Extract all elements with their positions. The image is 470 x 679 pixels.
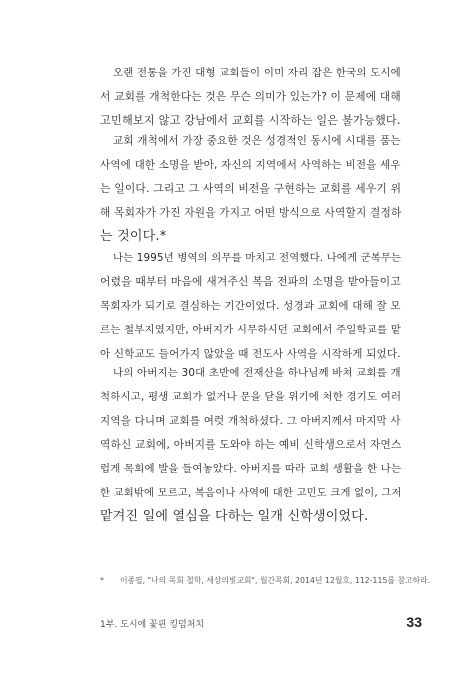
text-line: 아 신학교도 들어가지 않았을 때 전도사 사역을 시작하게 되었다. (100, 348, 401, 360)
text-line: 르는 철부지였지만, 아버지가 시무하시던 교회에서 주일학교를 맡 (100, 324, 401, 336)
text-line: 해 목회자가 가진 자원을 가지고 어떤 방식으로 사역할지 결정하 (100, 206, 402, 219)
text-line: 척하시고, 평생 교회가 없거나 문을 닫을 위기에 처한 경기도 여러 (100, 391, 402, 403)
text-line: 는 것이다.* (100, 229, 167, 244)
text-line: 럽게 목회에 발을 들여놓았다. 아버지를 따라 교회 생활을 한 나는 (100, 463, 402, 475)
text-line: 오랜 전통을 가진 대형 교회들이 이미 자리 잡은 한국의 도시에 (113, 67, 401, 79)
running-title: 1부. 도시에 꽃핀 킹덤처치 (100, 620, 205, 630)
text-line: 목회자가 되기로 결심하는 기간이었다. 성경과 교회에 대해 잘 모 (100, 300, 401, 312)
text-line: 어렸을 때부터 마음에 새겨주신 복음 전파의 소명을 받아들이고 (100, 275, 401, 288)
text-line: 교회 개척에서 가장 중요한 것은 성경적인 동시에 시대를 품는 (113, 135, 401, 147)
paragraph-3 (100, 246, 400, 366)
text-line: 나는 1995년 병역의 의무를 마치고 전역했다. 나에게 군복무는 (113, 252, 402, 264)
page-number: 33 (406, 614, 422, 630)
text-line: 지역을 다니며 교회를 여럿 개척하셨다. 그 아버지께서 마지막 사 (100, 415, 401, 427)
text-line: 고민해보지 않고 강남에서 교회를 시작하는 일은 불가능했다. (100, 114, 401, 127)
text-line: 사역에 대한 소명을 받아, 자신의 지역에서 사역하는 비전을 세우 (100, 159, 401, 171)
paragraph-1 (100, 61, 400, 133)
footnote (100, 575, 431, 587)
text-line: 나의 아버지는 30대 초반에 전재산을 하나님께 바쳐 교회를 개 (113, 367, 401, 379)
text-line: 한 교회밖에 모르고, 복음이나 사역에 대한 고민도 크게 없이, 그저 (100, 487, 402, 499)
footnote-mark: * (100, 576, 104, 585)
text-line: 는 일이다. 그리고 그 사역의 비전을 구현하는 교회를 세우기 위 (100, 182, 402, 195)
text-line: 서 교회를 개척한다는 것은 무슨 의미가 있는가? 이 문제에 대해 (100, 90, 401, 103)
paragraph-4 (100, 361, 400, 529)
text-line: 맡겨진 일에 열심을 다하는 일개 신학생이었다. (100, 509, 369, 524)
footnote-text: 이종필, "나의 목회 철학, 세상의빛교회", 월간목회, 2014년 12월호, 112-115를 참고하라. (120, 576, 431, 585)
paragraph-2 (100, 129, 400, 249)
text-line: 역하신 교회에, 아버지를 도와야 하는 예비 신학생으로서 자연스 (100, 438, 402, 451)
